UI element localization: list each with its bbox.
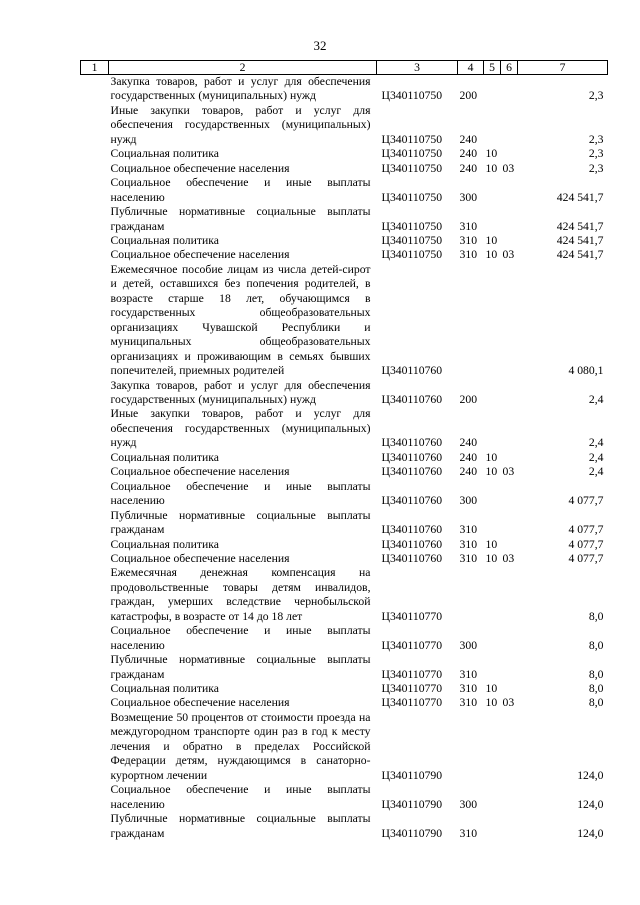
section-cell: 10	[485, 537, 498, 551]
expense-type-cell: 240	[459, 161, 478, 175]
subsection-cell: 03	[502, 551, 515, 565]
subsection-cell	[501, 783, 518, 812]
row-number-cell	[81, 75, 109, 104]
header-col-2: 2	[109, 61, 377, 75]
subsection-cell	[501, 682, 518, 696]
amount-cell: 424 541,7	[556, 233, 604, 247]
section-cell	[484, 104, 501, 147]
table-row	[81, 263, 608, 379]
row-number-cell	[81, 480, 109, 509]
target-code-cell: Ц340110770	[381, 696, 443, 710]
row-number-cell	[81, 696, 109, 710]
table-row	[81, 812, 608, 841]
amount-cell: 2,4	[588, 436, 604, 450]
row-number-cell	[81, 451, 109, 465]
subsection-cell	[501, 480, 518, 509]
section-cell	[484, 812, 501, 841]
amount-cell: 4 077,7	[568, 523, 604, 537]
target-code-cell: Ц340110770	[381, 638, 443, 652]
amount-cell: 4 080,1	[568, 364, 604, 378]
expense-type-cell: 310	[459, 537, 478, 551]
subsection-cell	[501, 176, 518, 205]
amount-cell: 424 541,7	[556, 190, 604, 204]
row-number-cell	[81, 682, 109, 696]
section-cell	[484, 407, 501, 450]
subsection-cell: 03	[502, 248, 515, 262]
expense-type-cell: 310	[459, 523, 478, 537]
row-number-cell	[81, 509, 109, 538]
table-row	[81, 480, 608, 509]
item-name-cell: Социальное обеспечение и иные выплаты населению	[110, 783, 371, 811]
subsection-cell	[501, 263, 518, 379]
subsection-cell	[501, 104, 518, 147]
expense-type-cell: 310	[459, 219, 478, 233]
amount-cell: 8,0	[588, 682, 604, 696]
row-number-cell	[81, 624, 109, 653]
row-number-cell	[81, 234, 109, 248]
subsection-cell: 03	[502, 161, 515, 175]
item-name-cell: Публичные нормативные социальные выплаты гражданам	[110, 812, 371, 840]
target-code-cell: Ц340110790	[381, 826, 443, 840]
amount-cell: 2,4	[588, 465, 604, 479]
expense-type-cell: 310	[459, 696, 478, 710]
item-name-cell: Социальная политика	[110, 147, 219, 161]
amount-cell: 8,0	[588, 667, 604, 681]
expense-type-cell: 310	[459, 233, 478, 247]
target-code-cell: Ц340110750	[381, 89, 443, 103]
item-name-cell: Ежемесячное пособие лицам из числа детей-сирот и детей, оставшихся без попечения родителей, в возрасте старше 18 лет, обучающимся в государственных общеобразовательных организациях Чувашской Республики и муниципальных общеобразовательных организациях и проживающим в семьях бывших попечителей, приемных родителей	[110, 262, 371, 378]
expense-type-cell: 310	[459, 248, 478, 262]
subsection-cell	[501, 653, 518, 682]
table-row	[81, 509, 608, 538]
target-code-cell: Ц340110750	[381, 233, 443, 247]
item-name-cell: Социальное обеспечение и иные выплаты населению	[110, 624, 371, 652]
expense-type-cell: 240	[459, 450, 478, 464]
section-cell	[484, 75, 501, 104]
section-cell: 10	[485, 147, 498, 161]
amount-cell: 4 077,7	[568, 537, 604, 551]
section-cell: 10	[485, 465, 498, 479]
header-col-6: 6	[501, 61, 518, 75]
row-number-cell	[81, 465, 109, 479]
amount-cell: 4 077,7	[568, 494, 604, 508]
header-col-4: 4	[458, 61, 484, 75]
table-row	[81, 696, 608, 710]
table-row	[81, 783, 608, 812]
table-row	[81, 147, 608, 161]
table-body	[81, 75, 608, 842]
expense-type-cell: 240	[459, 147, 478, 161]
item-name-cell: Социальное обеспечение населения	[110, 696, 290, 710]
target-code-cell: Ц340110750	[381, 161, 443, 175]
target-code-cell: Ц340110790	[381, 797, 443, 811]
amount-cell: 8,0	[588, 609, 604, 623]
target-code-cell: Ц340110760	[381, 364, 443, 378]
section-cell: 10	[485, 450, 498, 464]
target-code-cell: Ц340110770	[381, 609, 443, 623]
table-row	[81, 624, 608, 653]
subsection-cell	[501, 407, 518, 450]
table-row	[81, 248, 608, 262]
item-name-cell: Закупка товаров, работ и услуг для обеспечения государственных (муниципальных) нужд	[110, 75, 371, 103]
section-cell	[484, 653, 501, 682]
item-name-cell: Социальная политика	[110, 233, 219, 247]
expense-type-cell: 300	[459, 494, 478, 508]
section-cell	[484, 711, 501, 783]
table-row	[81, 538, 608, 552]
target-code-cell: Ц340110760	[381, 465, 443, 479]
expense-type-cell	[458, 566, 484, 624]
section-cell	[484, 509, 501, 538]
amount-cell: 124,0	[577, 826, 604, 840]
item-name-cell: Социальное обеспечение и иные выплаты населению	[110, 176, 371, 204]
row-number-cell	[81, 104, 109, 147]
target-code-cell: Ц340110750	[381, 248, 443, 262]
amount-cell: 2,3	[588, 89, 604, 103]
target-code-cell: Ц340110770	[381, 667, 443, 681]
expense-type-cell: 200	[459, 392, 478, 406]
table-row	[81, 104, 608, 147]
expense-type-cell	[458, 711, 484, 783]
row-number-cell	[81, 653, 109, 682]
target-code-cell: Ц340110770	[381, 682, 443, 696]
target-code-cell: Ц340110760	[381, 392, 443, 406]
amount-cell: 2,3	[588, 147, 604, 161]
subsection-cell	[501, 812, 518, 841]
item-name-cell: Возмещение 50 процентов от стоимости проезда на междугородном транспорте один раз в год к месту лечения и обратно в пределах Российской Федерации детям, нуждающимся в санаторно-курортном лечении	[110, 710, 371, 782]
header-col-7: 7	[518, 61, 608, 75]
page-number: 32	[313, 38, 327, 53]
subsection-cell	[501, 234, 518, 248]
table-row	[81, 451, 608, 465]
item-name-cell: Социальная политика	[110, 450, 219, 464]
table-row	[81, 552, 608, 566]
row-number-cell	[81, 566, 109, 624]
header-row	[81, 61, 608, 75]
target-code-cell: Ц340110750	[381, 219, 443, 233]
row-number-cell	[81, 205, 109, 234]
header-col-1: 1	[81, 61, 109, 75]
row-number-cell	[81, 248, 109, 262]
amount-cell: 2,3	[588, 161, 604, 175]
table-row	[81, 234, 608, 248]
table-row	[81, 465, 608, 479]
subsection-cell	[501, 205, 518, 234]
target-code-cell: Ц340110760	[381, 523, 443, 537]
budget-table	[80, 60, 608, 841]
row-number-cell	[81, 379, 109, 408]
section-cell	[484, 263, 501, 379]
section-cell	[484, 379, 501, 408]
amount-cell: 124,0	[577, 768, 604, 782]
target-code-cell: Ц340110760	[381, 450, 443, 464]
expense-type-cell: 310	[459, 682, 478, 696]
amount-cell: 8,0	[588, 696, 604, 710]
subsection-cell	[501, 75, 518, 104]
amount-cell: 424 541,7	[556, 219, 604, 233]
expense-type-cell: 310	[459, 551, 478, 565]
section-cell	[484, 624, 501, 653]
header-col-5: 5	[484, 61, 501, 75]
item-name-cell: Социальное обеспечение и иные выплаты населению	[110, 479, 371, 508]
target-code-cell: Ц340110790	[381, 768, 443, 782]
expense-type-cell: 310	[459, 667, 478, 681]
amount-cell: 8,0	[588, 638, 604, 652]
row-number-cell	[81, 711, 109, 783]
item-name-cell: Ежемесячная денежная компенсация на продовольственные товары детям инвалидов, граждан, умерших вследствие чернобыльской катастрофы, в возрасте от 14 до 18 лет	[110, 566, 371, 623]
section-cell	[484, 205, 501, 234]
item-name-cell: Социальная политика	[110, 682, 219, 696]
header-col-3: 3	[377, 61, 458, 75]
amount-cell: 2,4	[588, 392, 604, 406]
table-row	[81, 205, 608, 234]
row-number-cell	[81, 812, 109, 841]
item-name-cell: Публичные нормативные социальные выплаты гражданам	[110, 205, 371, 233]
amount-cell: 4 077,7	[568, 551, 604, 565]
expense-type-cell: 240	[459, 436, 478, 450]
subsection-cell	[501, 538, 518, 552]
row-number-cell	[81, 263, 109, 379]
subsection-cell	[501, 624, 518, 653]
target-code-cell: Ц340110750	[381, 147, 443, 161]
item-name-cell: Социальное обеспечение населения	[110, 248, 290, 262]
row-number-cell	[81, 783, 109, 812]
expense-type-cell: 310	[459, 826, 478, 840]
section-cell: 10	[485, 161, 498, 175]
target-code-cell: Ц340110750	[381, 190, 443, 204]
section-cell: 10	[485, 696, 498, 710]
target-code-cell: Ц340110750	[381, 132, 443, 146]
table-row	[81, 407, 608, 450]
expense-type-cell: 200	[459, 89, 478, 103]
expense-type-cell: 240	[459, 132, 478, 146]
item-name-cell: Публичные нормативные социальные выплаты гражданам	[110, 653, 371, 681]
subsection-cell: 03	[502, 696, 515, 710]
subsection-cell	[501, 711, 518, 783]
table-row	[81, 162, 608, 176]
item-name-cell: Социальная политика	[110, 537, 219, 551]
section-cell: 10	[485, 248, 498, 262]
amount-cell: 2,3	[588, 132, 604, 146]
section-cell: 10	[485, 233, 498, 247]
subsection-cell	[501, 147, 518, 161]
item-name-cell: Публичные нормативные социальные выплаты гражданам	[110, 508, 371, 537]
section-cell: 10	[485, 682, 498, 696]
row-number-cell	[81, 162, 109, 176]
item-name-cell: Социальное обеспечение населения	[110, 161, 290, 175]
item-name-cell: Иные закупки товаров, работ и услуг для обеспечения государственных (муниципальных) нужд	[110, 407, 371, 450]
row-number-cell	[81, 407, 109, 450]
subsection-cell	[501, 451, 518, 465]
amount-cell: 124,0	[577, 797, 604, 811]
table-row	[81, 379, 608, 408]
subsection-cell: 03	[502, 465, 515, 479]
table-row	[81, 176, 608, 205]
subsection-cell	[501, 379, 518, 408]
table-row	[81, 711, 608, 783]
target-code-cell: Ц340110760	[381, 551, 443, 565]
item-name-cell: Закупка товаров, работ и услуг для обеспечения государственных (муниципальных) нужд	[110, 378, 371, 406]
table-header	[81, 61, 608, 75]
table-row	[81, 682, 608, 696]
row-number-cell	[81, 176, 109, 205]
row-number-cell	[81, 147, 109, 161]
target-code-cell: Ц340110760	[381, 436, 443, 450]
expense-type-cell: 300	[459, 190, 478, 204]
table-row	[81, 653, 608, 682]
section-cell	[484, 480, 501, 509]
expense-type-cell: 300	[459, 797, 478, 811]
section-cell	[484, 566, 501, 624]
row-number-cell	[81, 538, 109, 552]
target-code-cell: Ц340110760	[381, 537, 443, 551]
amount-cell: 2,4	[588, 450, 604, 464]
section-cell	[484, 176, 501, 205]
item-name-cell: Социальное обеспечение населения	[110, 465, 290, 479]
expense-type-cell: 240	[459, 465, 478, 479]
table-row	[81, 566, 608, 624]
item-name-cell: Социальное обеспечение населения	[110, 551, 290, 565]
expense-type-cell: 300	[459, 638, 478, 652]
item-name-cell: Иные закупки товаров, работ и услуг для обеспечения государственных (муниципальных) нужд	[110, 103, 371, 146]
target-code-cell: Ц340110760	[381, 494, 443, 508]
section-cell: 10	[485, 551, 498, 565]
amount-cell: 424 541,7	[556, 248, 604, 262]
expense-type-cell	[458, 263, 484, 379]
subsection-cell	[501, 566, 518, 624]
row-number-cell	[81, 552, 109, 566]
section-cell	[484, 783, 501, 812]
subsection-cell	[501, 509, 518, 538]
table-row	[81, 75, 608, 104]
